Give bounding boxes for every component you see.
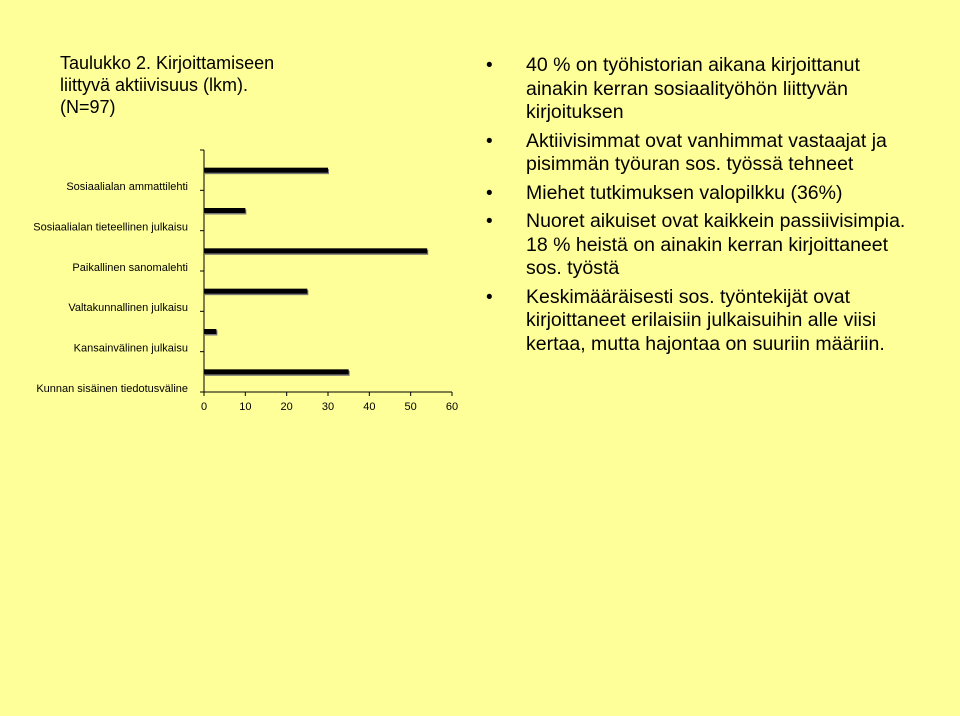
category-label: Kansainvälinen julkaisu <box>73 342 188 355</box>
bar <box>204 168 328 173</box>
x-tick-label: 40 <box>363 401 376 413</box>
x-tick-label: 10 <box>239 401 252 413</box>
bar <box>204 208 245 213</box>
x-tick-label: 50 <box>404 401 417 413</box>
x-tick-label: 60 <box>445 401 459 413</box>
bullet-list <box>486 54 926 361</box>
category-label: Sosiaalialan ammattilehti <box>66 181 188 194</box>
x-tick-label: 30 <box>321 401 335 413</box>
bar <box>204 329 216 334</box>
category-label: Kunnan sisäinen tiedotusväline <box>36 382 188 395</box>
title-line-2: liittyvä aktiivisuus (lkm). <box>60 75 249 95</box>
bullet-dot-icon: • <box>486 55 493 76</box>
bullet-text: Miehet tutkimuksen valopilkku (36%) <box>526 181 843 204</box>
bullet-item <box>486 130 926 177</box>
bullet-item <box>486 210 926 281</box>
bullet-text: 40 % on työhistorian aikana kirjoittanut ainakin kerran sosiaalityöhön liittyvän kirjoituksen <box>526 54 860 123</box>
category-label: Sosiaalialan tieteellinen julkaisu <box>33 221 188 234</box>
bullet-dot-icon: • <box>486 286 493 308</box>
bullet-dot-icon: • <box>486 182 493 204</box>
bar <box>204 248 427 253</box>
bullet-item <box>486 286 926 357</box>
category-label: Valtakunnallinen julkaisu <box>68 302 188 315</box>
bullet-text: Nuoret aikuiset ovat kaikkein passiivisimpia. 18 % heistä on ainakin kerran kirjoittaneet sos. työstä <box>526 210 906 279</box>
bullet-item <box>486 54 926 125</box>
bullet-item <box>486 182 926 206</box>
category-label: Paikallinen sanomalehti <box>72 261 188 274</box>
bullet-text: Keskimääräisesti sos. työntekijät ovat kirjoittaneet erilaisiin julkaisuihin alle viisi kertaa, mutta hajontaa on suuriin määriin. <box>526 285 885 355</box>
bar <box>204 369 349 374</box>
title-line-1: Taulukko 2. Kirjoittamiseen <box>60 53 275 73</box>
bullet-dot-icon: • <box>486 211 493 232</box>
bullet-text: Aktiivisimmat ovat vanhimmat vastaajat ja pisimmän työuran sos. työssä tehneet <box>526 129 887 175</box>
bar <box>204 289 307 294</box>
x-tick-label: 0 <box>200 401 208 413</box>
title-line-3: (N=97) <box>60 97 116 117</box>
bullet-dot-icon: • <box>486 130 493 152</box>
x-tick-label: 20 <box>280 401 293 413</box>
